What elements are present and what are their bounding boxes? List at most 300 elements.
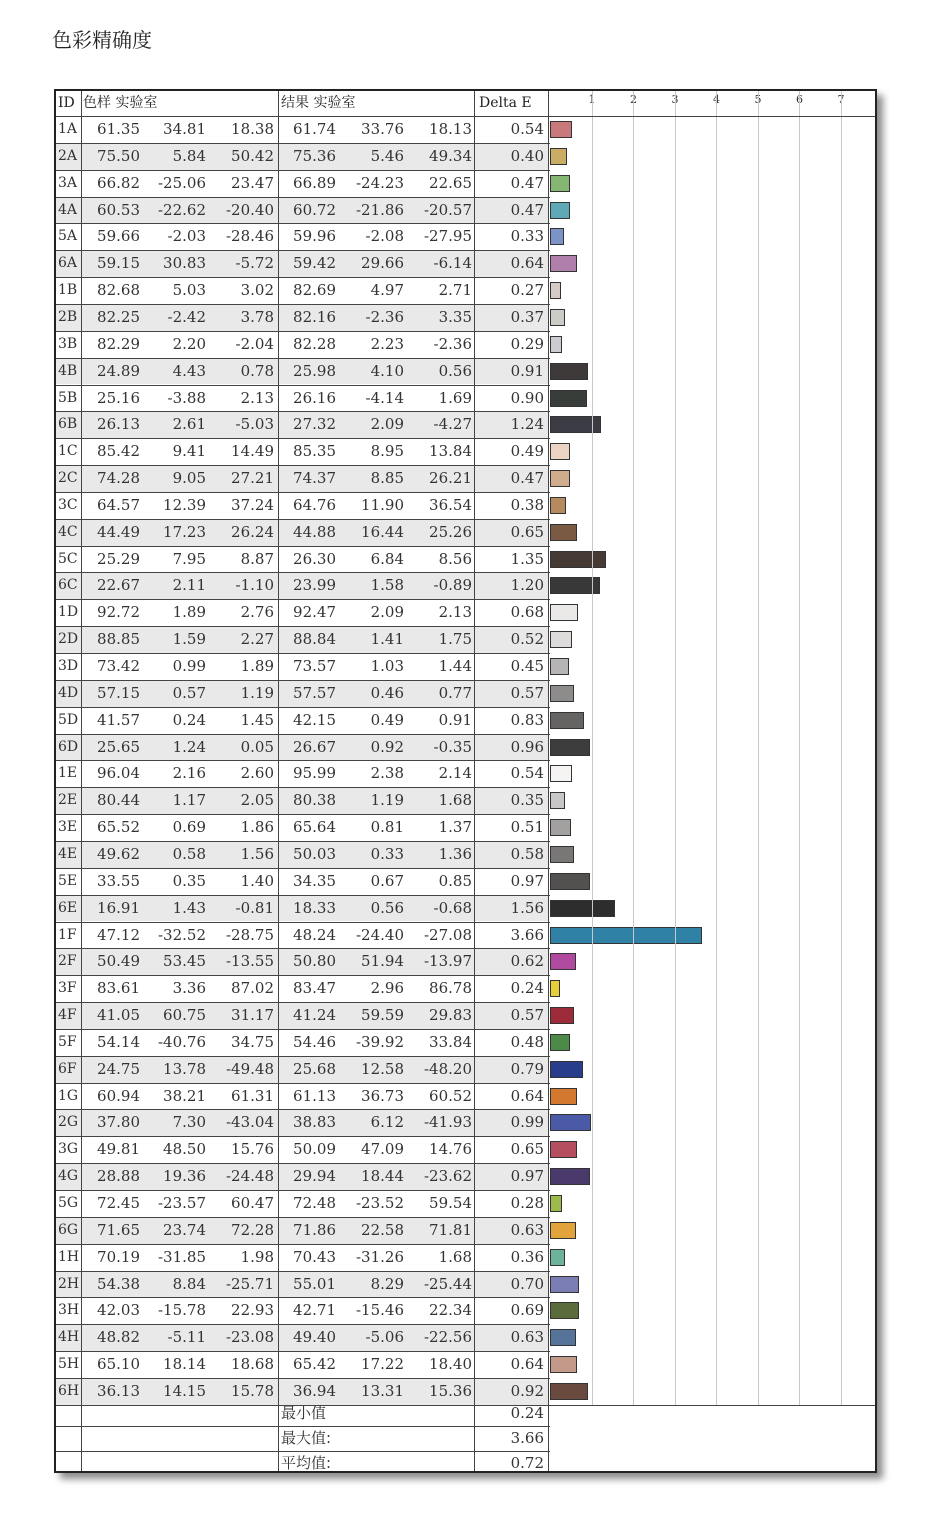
ref-b-value: -24.48 [225, 1167, 274, 1186]
result-b-value: -13.97 [423, 952, 472, 971]
delta-e-bar [550, 1195, 562, 1212]
result-b-value: 25.26 [429, 522, 472, 541]
ref-l-value: 25.65 [97, 737, 140, 756]
result-l-value: 83.47 [293, 979, 336, 998]
delta-e-value: 0.65 [510, 1140, 544, 1159]
ref-a-value: 53.45 [163, 952, 206, 971]
x-tick-label: 5 [754, 93, 762, 106]
ref-l-value: 50.49 [97, 952, 140, 971]
ref-l-value: 24.75 [97, 1059, 140, 1078]
table-row [56, 760, 549, 787]
delta-e-bar [550, 739, 590, 756]
result-a-value: -21.86 [355, 200, 404, 219]
result-a-value: 0.46 [370, 683, 404, 702]
row-id: 6E [58, 899, 78, 916]
ref-a-value: -25.06 [157, 173, 206, 192]
result-b-value: 60.52 [429, 1086, 472, 1105]
ref-b-value: -49.48 [225, 1059, 274, 1078]
row-id: 3A [58, 174, 78, 191]
row-id: 6A [58, 255, 78, 272]
delta-e-value: 0.33 [510, 227, 544, 246]
delta-e-value: 0.45 [510, 657, 544, 675]
summary-value-avg: 0.72 [510, 1454, 544, 1472]
row-divider [56, 707, 550, 708]
result-b-value: -48.20 [423, 1059, 472, 1078]
result-a-value: 1.19 [370, 791, 404, 810]
table-row [56, 1271, 549, 1298]
result-b-value: 36.54 [429, 495, 472, 514]
ref-l-value: 88.85 [97, 630, 140, 649]
table-row [56, 814, 549, 841]
row-divider [56, 1405, 875, 1406]
table-row [56, 787, 549, 814]
row-id: 6F [58, 1060, 77, 1077]
ref-l-value: 82.29 [97, 334, 140, 353]
ref-l-value: 82.25 [97, 307, 140, 326]
row-id: 1A [58, 121, 78, 137]
result-l-value: 61.13 [293, 1086, 336, 1105]
ref-l-value: 41.05 [97, 1006, 140, 1025]
delta-e-value: 1.20 [510, 576, 544, 595]
ref-l-value: 24.89 [97, 361, 140, 380]
ref-b-value: 1.86 [240, 818, 274, 837]
delta-e-value: 0.54 [510, 764, 544, 783]
result-b-value: 0.91 [438, 710, 472, 729]
table-row [56, 572, 549, 599]
ref-l-value: 42.03 [97, 1301, 140, 1320]
delta-e-bar [550, 953, 576, 970]
ref-b-value: 0.78 [240, 361, 274, 380]
ref-b-value: 14.49 [231, 442, 274, 461]
row-id: 3G [58, 1141, 79, 1158]
result-l-value: 25.68 [293, 1059, 336, 1078]
ref-b-value: 27.21 [231, 469, 274, 488]
ref-a-value: 1.43 [172, 898, 206, 917]
row-divider [56, 787, 550, 788]
delta-e-bar [550, 604, 578, 621]
result-a-value: 36.73 [361, 1086, 404, 1105]
ref-l-value: 22.67 [97, 576, 140, 595]
delta-e-value: 0.35 [510, 791, 544, 810]
result-b-value: 1.68 [438, 791, 472, 810]
row-divider [56, 734, 550, 735]
delta-e-bar [550, 1302, 579, 1319]
result-a-value: 17.22 [361, 1355, 404, 1374]
delta-e-value: 1.56 [510, 898, 544, 917]
ref-a-value: -23.57 [157, 1194, 206, 1212]
delta-e-bar [550, 980, 560, 997]
row-id: 3D [58, 658, 79, 674]
ref-a-value: 0.99 [172, 657, 206, 675]
x-tick-label: 1 [588, 93, 596, 106]
ref-b-value: 1.40 [240, 871, 274, 890]
delta-e-value: 0.97 [510, 871, 544, 890]
delta-e-bar [550, 228, 564, 245]
row-id: 5G [58, 1195, 79, 1211]
ref-l-value: 54.14 [97, 1032, 140, 1051]
ref-a-value: 2.20 [172, 334, 206, 353]
ref-l-value: 47.12 [97, 925, 140, 944]
result-a-value: 0.67 [370, 871, 404, 890]
ref-l-value: 37.80 [97, 1113, 140, 1132]
table-row [56, 868, 549, 895]
result-l-value: 60.72 [293, 200, 336, 219]
row-divider [56, 223, 550, 224]
row-id: 4G [58, 1168, 79, 1185]
row-divider [56, 1271, 550, 1272]
delta-e-value: 0.47 [510, 200, 544, 219]
column-divider [548, 91, 549, 1471]
row-divider [56, 331, 550, 332]
row-id: 6D [58, 738, 79, 755]
delta-e-bar [550, 1168, 590, 1185]
delta-e-value: 0.96 [510, 737, 544, 756]
ref-a-value: -40.76 [157, 1032, 206, 1051]
row-id: 2C [58, 470, 78, 487]
delta-e-bar [550, 121, 572, 138]
row-divider [56, 895, 550, 896]
table-row [56, 922, 549, 949]
delta-e-value: 0.68 [510, 603, 544, 622]
header-delta-e: Delta E [479, 95, 532, 111]
delta-e-bar [550, 363, 588, 380]
row-id: 5A [58, 228, 78, 245]
result-b-value: -41.93 [423, 1113, 472, 1132]
header-id: ID [58, 95, 75, 111]
delta-e-bar [550, 819, 571, 836]
ref-b-value: -25.71 [225, 1274, 274, 1293]
ref-l-value: 16.91 [97, 898, 140, 917]
table-row [56, 975, 549, 1002]
delta-e-bar [550, 470, 570, 487]
result-a-value: 0.33 [370, 844, 404, 863]
row-divider [56, 1351, 550, 1352]
row-id: 1E [58, 765, 78, 782]
result-l-value: 74.37 [293, 469, 336, 488]
ref-a-value: 7.30 [172, 1113, 206, 1132]
ref-a-value: -22.62 [157, 200, 206, 219]
delta-e-bar [550, 309, 565, 326]
row-divider [56, 546, 550, 547]
x-gridline [841, 91, 842, 1405]
delta-e-bar [550, 336, 562, 353]
row-id: 3C [58, 496, 78, 513]
table-row [56, 411, 549, 438]
ref-b-value: 18.38 [231, 120, 274, 138]
result-b-value: 26.21 [429, 469, 472, 488]
result-l-value: 82.16 [293, 307, 336, 326]
delta-e-value: 1.24 [510, 415, 544, 434]
row-id: 6B [58, 416, 78, 433]
result-b-value: 1.37 [438, 818, 472, 837]
x-tick-label: 2 [630, 93, 637, 106]
result-l-value: 42.15 [293, 710, 336, 729]
row-divider [56, 519, 550, 520]
result-a-value: -23.52 [355, 1194, 404, 1212]
ref-a-value: 12.39 [163, 495, 206, 514]
row-id: 4F [58, 1007, 77, 1024]
result-a-value: 13.31 [361, 1381, 404, 1400]
result-a-value: 12.58 [361, 1059, 404, 1078]
ref-b-value: -5.03 [235, 415, 274, 434]
ref-l-value: 85.42 [97, 442, 140, 461]
delta-e-value: 0.40 [510, 146, 544, 165]
row-divider [56, 814, 550, 815]
column-divider [474, 91, 475, 1471]
result-a-value: 4.10 [370, 361, 404, 380]
row-id: 5F [58, 1033, 77, 1050]
ref-a-value: -5.11 [167, 1328, 206, 1347]
delta-e-bar [550, 1356, 577, 1373]
ref-a-value: -2.42 [167, 307, 206, 326]
header-sample-lab: 色样 实验室 [83, 95, 158, 111]
table-row [56, 331, 549, 358]
ref-a-value: 4.43 [172, 361, 206, 380]
table-row [56, 304, 549, 331]
result-b-value: -2.36 [433, 334, 472, 353]
ref-a-value: 0.35 [172, 871, 206, 890]
row-divider [56, 465, 550, 466]
result-a-value: -24.23 [355, 173, 404, 192]
ref-b-value: -23.08 [225, 1328, 274, 1347]
ref-b-value: 8.87 [240, 549, 274, 568]
result-a-value: 8.29 [370, 1274, 404, 1293]
delta-e-value: 1.35 [510, 549, 544, 568]
result-l-value: 66.89 [293, 173, 336, 192]
table-row [56, 1297, 549, 1324]
row-id: 4C [58, 523, 78, 540]
ref-a-value: 19.36 [163, 1167, 206, 1186]
ref-l-value: 72.45 [97, 1194, 140, 1212]
ref-b-value: 2.05 [240, 791, 274, 810]
row-divider [56, 170, 550, 171]
result-l-value: 29.94 [293, 1167, 336, 1186]
ref-l-value: 66.82 [97, 173, 140, 192]
ref-b-value: 2.13 [240, 388, 274, 407]
result-l-value: 55.01 [293, 1274, 336, 1293]
ref-b-value: 31.17 [231, 1006, 274, 1025]
delta-e-value: 0.69 [510, 1301, 544, 1320]
row-id: 2F [58, 953, 77, 970]
table-row [56, 948, 549, 975]
delta-e-value: 0.37 [510, 307, 544, 326]
row-divider [56, 975, 550, 976]
result-a-value: -2.08 [365, 227, 404, 246]
ref-a-value: 9.05 [172, 469, 206, 488]
ref-l-value: 82.68 [97, 281, 140, 300]
table-row [56, 170, 549, 197]
ref-l-value: 25.16 [97, 388, 140, 407]
result-b-value: 49.34 [429, 146, 472, 165]
x-gridline [716, 91, 717, 1405]
result-b-value: 59.54 [429, 1194, 472, 1212]
ref-a-value: 34.81 [163, 120, 206, 138]
delta-e-bar [550, 631, 572, 648]
ref-b-value: -28.75 [225, 925, 274, 944]
row-id: 4B [58, 362, 78, 379]
result-a-value: -39.92 [355, 1032, 404, 1051]
summary-value-max: 3.66 [510, 1429, 544, 1447]
result-b-value: 1.68 [438, 1247, 472, 1266]
delta-e-value: 0.54 [510, 120, 544, 138]
ref-b-value: 61.31 [231, 1086, 274, 1105]
table-row [56, 734, 549, 761]
delta-e-bar [550, 1141, 577, 1158]
result-l-value: 34.35 [293, 871, 336, 890]
row-divider [56, 492, 550, 493]
result-l-value: 64.76 [293, 495, 336, 514]
delta-e-bar [550, 416, 601, 433]
table-row [56, 465, 549, 492]
result-l-value: 65.64 [293, 818, 336, 837]
ref-b-value: 3.02 [240, 281, 274, 300]
result-l-value: 36.94 [293, 1381, 336, 1400]
ref-a-value: 23.74 [163, 1220, 206, 1239]
result-b-value: 14.76 [429, 1140, 472, 1159]
row-id: 5D [58, 711, 79, 728]
result-b-value: 22.65 [429, 173, 472, 192]
row-id: 2A [58, 147, 78, 164]
row-id: 5C [58, 550, 78, 567]
table-row [56, 277, 549, 304]
summary-label-max: 最大值: [281, 1429, 332, 1447]
result-l-value: 48.24 [293, 925, 336, 944]
row-id: 3B [58, 335, 78, 352]
table-row [56, 492, 549, 519]
ref-a-value: 38.21 [163, 1086, 206, 1105]
delta-e-bar [550, 390, 587, 407]
ref-a-value: 14.15 [163, 1381, 206, 1400]
result-b-value: 1.75 [438, 630, 472, 649]
result-l-value: 88.84 [293, 630, 336, 649]
table-row [56, 1324, 549, 1351]
result-b-value: 1.69 [438, 388, 472, 407]
table-row [56, 1109, 549, 1136]
x-gridline [799, 91, 800, 1405]
delta-e-bar [550, 846, 574, 863]
ref-b-value: 2.60 [240, 764, 274, 783]
row-id: 2G [58, 1114, 79, 1131]
ref-l-value: 59.66 [97, 227, 140, 246]
ref-b-value: -0.81 [235, 898, 274, 917]
ref-l-value: 61.35 [97, 120, 140, 138]
result-b-value: 0.56 [438, 361, 472, 380]
ref-a-value: -15.78 [157, 1301, 206, 1320]
ref-a-value: 5.03 [172, 281, 206, 300]
delta-e-value: 0.64 [510, 1086, 544, 1105]
table-row [56, 1002, 549, 1029]
row-divider [56, 1190, 550, 1191]
delta-e-bar [550, 1007, 574, 1024]
x-gridline [592, 91, 593, 1405]
result-a-value: 6.84 [370, 549, 404, 568]
row-divider [56, 1244, 550, 1245]
ref-b-value: 22.93 [231, 1301, 274, 1320]
row-id: 1G [58, 1087, 79, 1104]
ref-b-value: -2.04 [235, 334, 274, 353]
row-divider [56, 1002, 550, 1003]
delta-e-value: 0.90 [510, 388, 544, 407]
row-divider [56, 1378, 550, 1379]
delta-e-value: 0.65 [510, 522, 544, 541]
row-divider [56, 250, 550, 251]
delta-e-value: 0.57 [510, 683, 544, 702]
result-b-value: 2.14 [438, 764, 472, 783]
result-b-value: 15.36 [429, 1381, 472, 1400]
table-row [56, 250, 549, 277]
result-a-value: 8.85 [370, 469, 404, 488]
x-gridline [633, 91, 634, 1405]
result-l-value: 44.88 [293, 522, 336, 541]
result-l-value: 41.24 [293, 1006, 336, 1025]
ref-a-value: 8.84 [172, 1274, 206, 1293]
delta-e-bar [550, 712, 584, 729]
result-a-value: 0.92 [370, 737, 404, 756]
row-divider [56, 626, 550, 627]
result-a-value: 2.38 [370, 764, 404, 783]
result-l-value: 23.99 [293, 576, 336, 595]
table-row [56, 1244, 549, 1271]
result-a-value: 2.09 [370, 415, 404, 434]
table-row [56, 438, 549, 465]
delta-e-value: 0.99 [510, 1113, 544, 1132]
ref-b-value: 1.19 [240, 683, 274, 702]
row-id: 6C [58, 577, 78, 594]
result-a-value: 2.23 [370, 334, 404, 353]
ref-b-value: 37.24 [231, 495, 274, 514]
ref-l-value: 48.82 [97, 1328, 140, 1347]
row-id: 4H [58, 1329, 80, 1346]
result-b-value: 2.13 [438, 603, 472, 622]
result-a-value: 29.66 [361, 254, 404, 273]
delta-e-bar [550, 1276, 579, 1293]
ref-b-value: -20.40 [225, 200, 274, 219]
result-l-value: 59.96 [293, 227, 336, 246]
table-row [56, 1083, 549, 1110]
row-divider [56, 868, 550, 869]
delta-e-value: 0.92 [510, 1381, 544, 1400]
x-gridline [758, 91, 759, 1405]
result-l-value: 27.32 [293, 415, 336, 434]
result-a-value: 33.76 [361, 120, 404, 138]
summary-label-min: 最小值 [281, 1404, 327, 1422]
row-divider [56, 1297, 550, 1298]
delta-e-value: 0.58 [510, 844, 544, 863]
delta-e-value: 0.51 [510, 818, 544, 837]
result-b-value: -0.68 [433, 898, 472, 917]
delta-e-bar [550, 658, 569, 675]
result-b-value: 8.56 [438, 549, 472, 568]
result-b-value: -4.27 [433, 415, 472, 434]
result-l-value: 42.71 [293, 1301, 336, 1320]
ref-l-value: 75.50 [97, 146, 140, 165]
ref-a-value: 13.78 [163, 1059, 206, 1078]
result-b-value: 13.84 [429, 442, 472, 461]
row-divider [56, 1083, 550, 1084]
delta-e-value: 0.29 [510, 334, 544, 353]
ref-l-value: 44.49 [97, 522, 140, 541]
delta-e-value: 0.36 [510, 1247, 544, 1266]
row-divider [56, 438, 550, 439]
row-divider [56, 1163, 550, 1164]
delta-e-bar [550, 1088, 577, 1105]
row-divider [56, 1109, 550, 1110]
summary-divider [56, 1451, 550, 1452]
x-tick-label: 6 [796, 93, 803, 106]
ref-a-value: 7.95 [172, 549, 206, 568]
result-a-value: 18.44 [361, 1167, 404, 1186]
result-l-value: 59.42 [293, 254, 336, 273]
